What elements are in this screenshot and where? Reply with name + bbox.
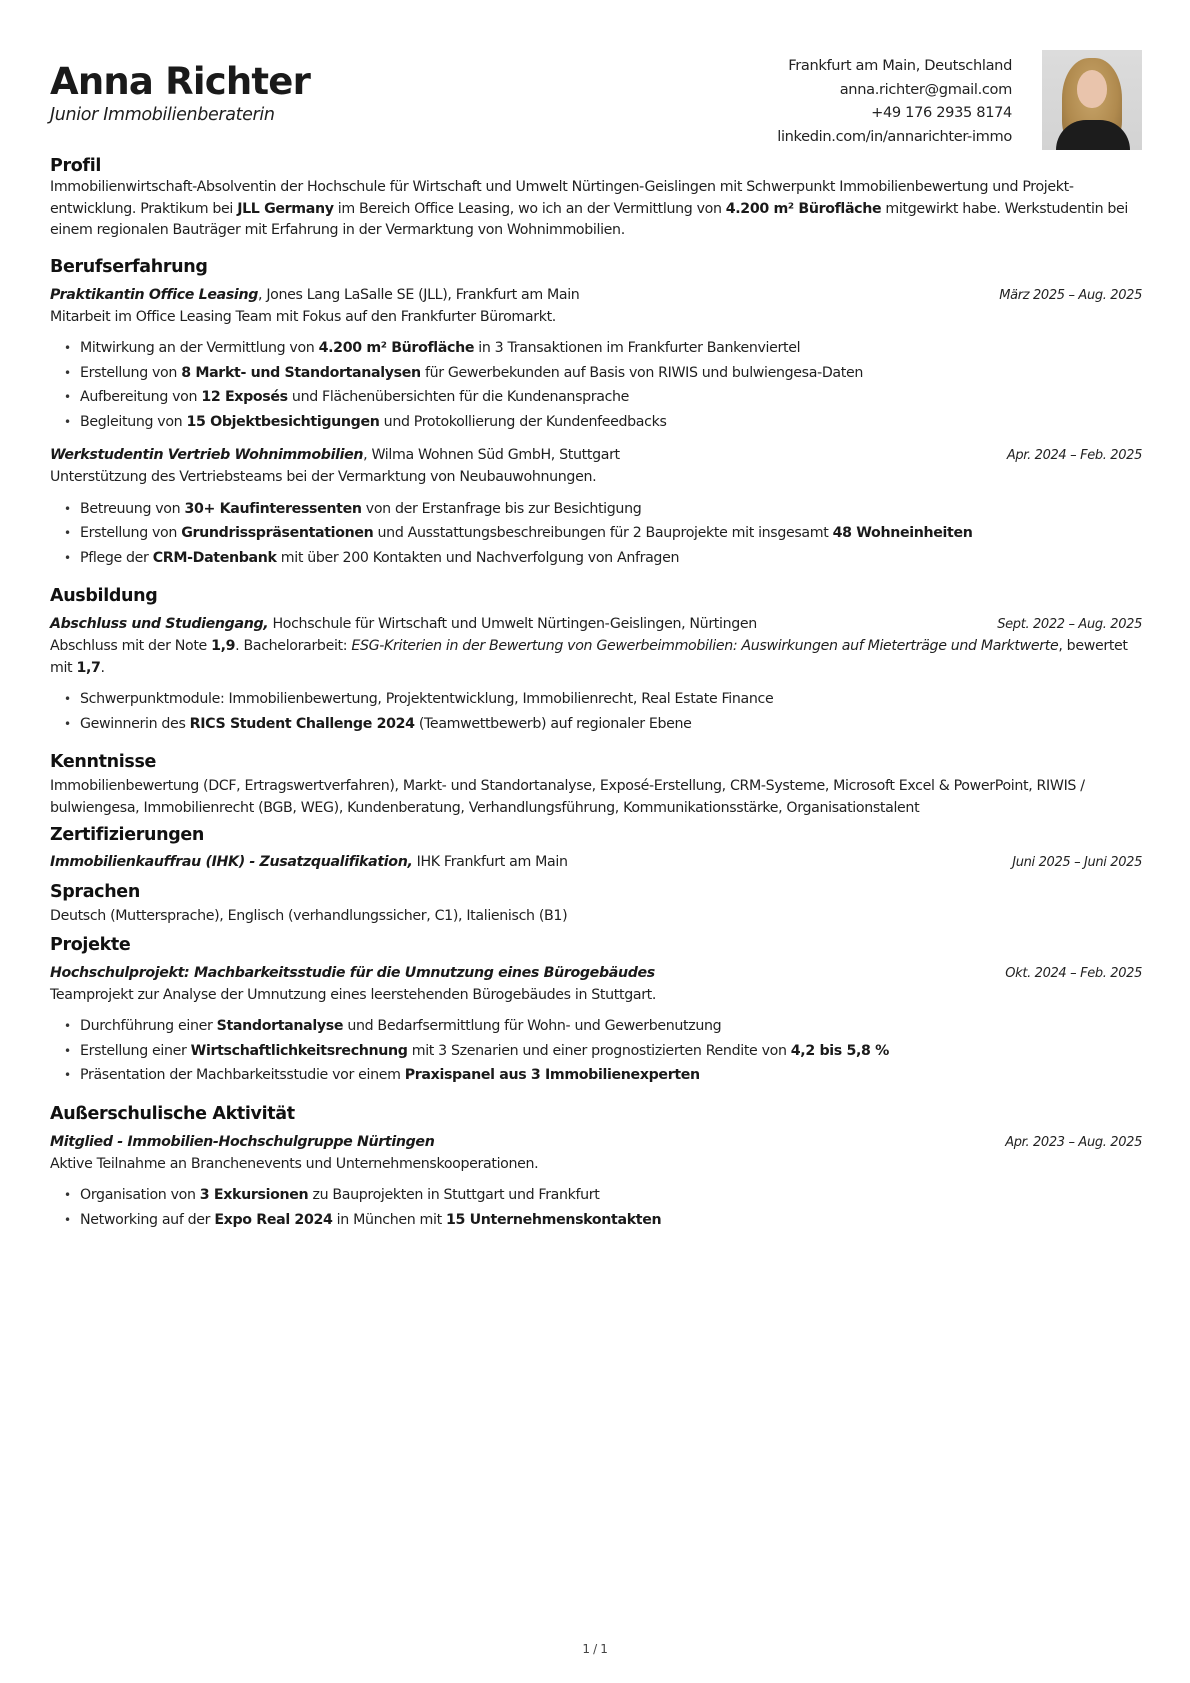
bullet-text: in München mit (332, 1211, 446, 1228)
bullet-text: Präsentation der Machbarkeitsstudie vor einem (80, 1067, 405, 1083)
bullet-highlight: 8 Markt- und Standortanalysen (181, 364, 421, 381)
section-aktivitaet (50, 1104, 1142, 1233)
profil-text-part: im Bereich Office Leasing, wo ich an der Vermittlung von (333, 200, 726, 217)
section-kenntnisse (50, 752, 1142, 819)
entry-header (50, 444, 1142, 467)
bullet-text: und Ausstattungsbeschreibungen für 2 Bauprojekte mit insgesamt (373, 525, 833, 541)
section-title-sprachen: Sprachen (50, 882, 148, 903)
section-profil (50, 156, 1142, 242)
bullet-text: und Flächenübersichten für die Kundenansprache (287, 389, 630, 405)
entry-org: , Jones Lang LaSalle SE (JLL), Frankfurt am Main (258, 286, 580, 303)
entry-role: Mitglied - Immobilien-Hochschulgruppe Nürtingen (50, 1133, 435, 1150)
bullet-item (50, 497, 1142, 522)
resume-header (50, 0, 1142, 160)
candidate-name: Anna Richter (50, 62, 322, 103)
bullet-item (50, 521, 1142, 546)
entry-header (50, 1131, 1142, 1154)
bullet-highlight: 4,2 bis 5,8 % (790, 1042, 889, 1059)
bullet-text: Erstellung von (80, 525, 182, 541)
bullet-text: Organisation von (80, 1187, 200, 1203)
job-title: Junior Immobilienberaterin (50, 104, 275, 125)
entry-role: Werkstudentin Vertrieb Wohnimmobilien (50, 447, 364, 463)
experience-entry (50, 284, 1142, 435)
bullet-highlight: RICS Student Challenge 2024 (189, 715, 415, 732)
bullet-text: und Bedarfsermittlung für Wohn- und Gewerbenutzung (343, 1018, 722, 1034)
bullet-item (50, 1183, 1142, 1208)
entry-date: Sept. 2022 – Aug. 2025 (997, 617, 1142, 632)
entry-bullets (50, 687, 1142, 736)
entry-header (50, 962, 1142, 985)
bullet-highlight: 4.200 m² Bürofläche (318, 340, 475, 356)
bullet-text: mit über 200 Kontakten und Nachverfolgung von Anfragen (276, 549, 680, 566)
bullet-item (50, 687, 1142, 712)
bullet-item (50, 1014, 1142, 1039)
entry-bullets (50, 1183, 1142, 1232)
bullet-highlight: Praxispanel aus 3 Immobilienexperten (404, 1067, 700, 1083)
section-title-profil: Profil (50, 156, 109, 177)
contact-location: Frankfurt am Main, Deutschland (788, 57, 1012, 74)
bullet-highlight: 48 Wohneinheiten (832, 525, 973, 541)
entry-date: Apr. 2024 – Feb. 2025 (1006, 448, 1142, 463)
entry-date: Okt. 2024 – Feb. 2025 (1005, 965, 1142, 981)
entry-date: Apr. 2023 – Aug. 2025 (1005, 1134, 1142, 1150)
section-title-kenntnisse: Kenntnisse (50, 752, 164, 773)
entry-role: Immobilienkauffrau (IHK) - Zusatzqualifikation, (50, 854, 413, 870)
entry-header (50, 284, 1142, 307)
bullet-item (50, 712, 1142, 737)
section-title-ausbildung: Ausbildung (50, 586, 165, 607)
entry-date: März 2025 – Aug. 2025 (999, 287, 1142, 303)
entry-bullets (50, 336, 1142, 434)
bullet-text: Networking auf der (80, 1211, 215, 1228)
entry-header (50, 613, 1142, 636)
entry-title (50, 851, 568, 873)
project-entry (50, 962, 1142, 1088)
entry-title (50, 962, 655, 984)
thesis-title: ESG-Kriterien in der Bewertung von Gewerbeimmobilien: Auswirkungen auf Mieterträge und Marktwerte (351, 638, 1059, 654)
activity-entry (50, 1131, 1142, 1233)
section-title-berufserfahrung: Berufserfahrung (50, 257, 216, 278)
bullet-text: Mitwirkung an der Vermittlung von (80, 340, 319, 356)
contact-email[interactable]: anna.richter@gmail.com (839, 80, 1012, 98)
entry-org: , Wilma Wohnen Süd GmbH, Stuttgart (363, 447, 620, 463)
entry-role: Abschluss und Studiengang, (50, 616, 269, 632)
desc-text: , bewertet mit (50, 638, 1128, 676)
profil-highlight: JLL Germany (237, 200, 334, 217)
bullet-text: in 3 Transaktionen im Frankfurter Bankenviertel (474, 340, 801, 356)
contact-block (777, 54, 1012, 148)
bullet-text: Aufbereitung von (80, 389, 202, 405)
bullet-text: Pflege der (80, 549, 153, 566)
bullet-highlight: 15 Objektbesichtigungen (186, 413, 380, 430)
entry-description (50, 636, 1142, 679)
bullet-text: Begleitung von (80, 413, 187, 430)
bullet-text: mit 3 Szenarien und einer prognostizierten Rendite von (407, 1042, 791, 1059)
profile-photo (1042, 50, 1142, 150)
entry-org: Hochschule für Wirtschaft und Umwelt Nürtingen-Geislingen, Nürtingen (268, 616, 757, 632)
desc-text: . Bachelorarbeit: (235, 638, 352, 654)
profil-text-part: mitgewirkt habe. Werkstudentin bei einem regionalen Bauträger mit Erfahrung in der Vermarktung von Wohnimmobilien. (50, 200, 1129, 238)
entry-title (50, 284, 579, 306)
bullet-text: und Protokollierung der Kundenfeedbacks (379, 413, 667, 430)
bullet-text: Erstellung einer (80, 1042, 191, 1059)
bullet-highlight: Standortanalyse (216, 1018, 344, 1034)
bullet-text: zu Bauprojekten in Stuttgart und Frankfurt (308, 1187, 600, 1203)
entry-org: IHK Frankfurt am Main (412, 854, 568, 870)
bullet-text: (Teamwettbewerb) auf regionaler Ebene (414, 715, 692, 732)
skills-text: Immobilienbewertung (DCF, Ertragswertverfahren), Markt- und Standortanalyse, Exposé-Erstellung, CRM-Systeme, Microsoft Excel & PowerPoint, RIWIS / bulwiengesa, Immobilienrecht (BGB, WEG), Kundenberatung, Verhandlungsführung, Kommunikationsstärke, Organisationstalent (50, 778, 1085, 816)
section-berufserfahrung (50, 257, 1142, 571)
bullet-text: Schwerpunktmodule: Immobilienbewertung, Projektentwicklung, Immobilienrecht, Real Estate Finance (80, 691, 774, 707)
bullet-text: Erstellung von (80, 364, 182, 381)
entry-description: Aktive Teilnahme an Branchenevents und Unternehmenskooperationen. (50, 1155, 539, 1172)
bullet-text: von der Erstanfrage bis zur Besichtigung (361, 500, 642, 517)
languages-text: Deutsch (Muttersprache), Englisch (verhandlungssicher, C1), Italienisch (B1) (50, 908, 568, 924)
section-title-projekte: Projekte (50, 935, 138, 956)
profil-text-part: Immobilienwirtschaft-Absolventin der Hochschule für Wirtschaft und Umwelt Nürtingen-Geislingen mit Schwerpunkt Immobilienbewertung und Projekt-entwicklung. Praktikum bei (50, 179, 1074, 217)
entry-title (50, 444, 620, 466)
bullet-item (50, 1039, 1142, 1064)
bullet-text: für Gewerbekunden auf Basis von RIWIS und bulwiengesa-Daten (420, 364, 863, 381)
entry-title (50, 1131, 434, 1153)
bullet-highlight: CRM-Datenbank (152, 549, 277, 566)
entry-description: Unterstützung des Vertriebsteams bei der Vermarktung von Neubauwohnungen. (50, 469, 597, 485)
entry-header (50, 851, 1142, 874)
bullet-highlight: Wirtschaftlichkeitsrechnung (190, 1042, 408, 1059)
bullet-item (50, 336, 1142, 361)
bullet-text: Betreuung von (80, 500, 185, 517)
section-title-aktivitaet: Außerschulische Aktivität (50, 1104, 303, 1125)
entry-role: Hochschulprojekt: Machbarkeitsstudie für die Umnutzung eines Bürogebäudes (50, 964, 655, 981)
page-number: 1 / 1 (582, 1642, 608, 1656)
entry-description: Teamprojekt zur Analyse der Umnutzung eines leerstehenden Bürogebäudes in Stuttgart. (50, 986, 657, 1003)
experience-entry (50, 444, 1142, 570)
section-projekte (50, 935, 1142, 1088)
bullet-highlight: 3 Exkursionen (199, 1187, 309, 1203)
desc-text: . (100, 659, 105, 676)
section-title-zertifizierungen: Zertifizierungen (50, 825, 212, 846)
entry-bullets (50, 497, 1142, 571)
bullet-text: Gewinnerin des (80, 715, 190, 732)
desc-text: Abschluss mit der Note (50, 638, 212, 654)
bullet-item (50, 1208, 1142, 1233)
bullet-highlight: 30+ Kaufinteressenten (184, 500, 362, 517)
profil-highlight: 4.200 m² Bürofläche (725, 200, 882, 217)
entry-bullets (50, 1014, 1142, 1088)
bullet-highlight: 12 Exposés (201, 389, 288, 405)
section-sprachen (50, 882, 1142, 928)
profil-text (50, 177, 1142, 242)
education-entry (50, 613, 1142, 736)
entry-role: Praktikantin Office Leasing (50, 286, 258, 303)
bullet-highlight: Expo Real 2024 (214, 1211, 333, 1228)
thesis-grade: 1,7 (76, 659, 101, 676)
grade: 1,9 (211, 638, 236, 654)
entry-description: Mitarbeit im Office Leasing Team mit Fokus auf den Frankfurter Büromarkt. (50, 308, 556, 325)
bullet-highlight: Grundrisspräsentationen (181, 525, 374, 541)
photo-face-shape (1077, 70, 1107, 108)
bullet-highlight: 15 Unternehmenskontakten (445, 1211, 662, 1228)
bullet-item (50, 410, 1142, 435)
contact-phone: +49 176 2935 8174 (871, 104, 1012, 121)
entry-date: Juni 2025 – Juni 2025 (1012, 855, 1142, 870)
bullet-item (50, 1063, 1142, 1088)
section-ausbildung (50, 586, 1142, 736)
bullet-text: Durchführung einer (80, 1018, 217, 1034)
bullet-item (50, 385, 1142, 410)
bullet-item (50, 361, 1142, 386)
resume-page (50, 0, 1142, 1232)
name-block (50, 62, 322, 125)
entry-title (50, 613, 757, 635)
contact-linkedin[interactable]: linkedin.com/in/annarichter-immo (777, 127, 1012, 145)
bullet-item (50, 546, 1142, 571)
section-zertifizierungen (50, 825, 1142, 874)
